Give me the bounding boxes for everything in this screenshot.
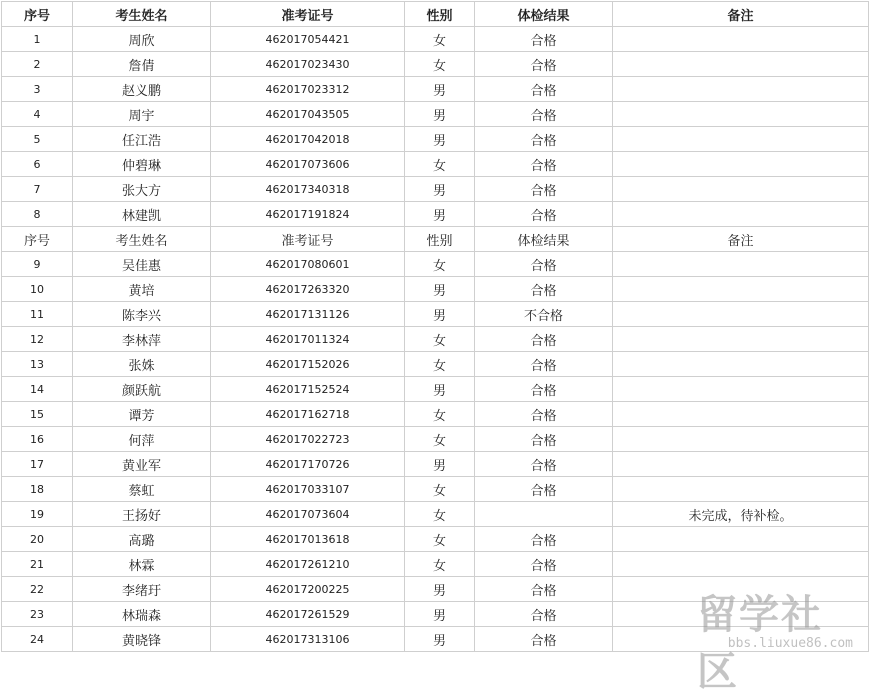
subheader-name: 考生姓名	[73, 227, 211, 252]
cell-note	[613, 152, 869, 177]
cell-name: 周欣	[73, 27, 211, 52]
table-body-first	[2, 27, 869, 227]
table-row	[2, 177, 869, 202]
table-row	[2, 577, 869, 602]
cell-sex: 女	[405, 327, 475, 352]
cell-exam-id: 462017263320	[211, 277, 405, 302]
cell-result	[475, 502, 613, 527]
subheader-no: 序号	[2, 227, 73, 252]
cell-no: 15	[2, 402, 73, 427]
cell-name: 陈李兴	[73, 302, 211, 327]
cell-no: 22	[2, 577, 73, 602]
cell-no: 19	[2, 502, 73, 527]
cell-name: 高璐	[73, 527, 211, 552]
cell-result: 合格	[475, 27, 613, 52]
table-row	[2, 102, 869, 127]
table-row	[2, 152, 869, 177]
subheader-note: 备注	[613, 227, 869, 252]
cell-note	[613, 552, 869, 577]
cell-exam-id: 462017200225	[211, 577, 405, 602]
col-header-name: 考生姓名	[73, 2, 211, 27]
cell-sex: 女	[405, 527, 475, 552]
cell-no: 17	[2, 452, 73, 477]
cell-note	[613, 52, 869, 77]
cell-exam-id: 462017043505	[211, 102, 405, 127]
cell-note	[613, 127, 869, 152]
watermark-logo-text: 留学社区	[697, 592, 823, 695]
cell-no: 21	[2, 552, 73, 577]
cell-sex: 男	[405, 302, 475, 327]
cell-exam-id: 462017042018	[211, 127, 405, 152]
table-row	[2, 477, 869, 502]
cell-result: 合格	[475, 102, 613, 127]
cell-name: 仲碧琳	[73, 152, 211, 177]
cell-exam-id: 462017191824	[211, 202, 405, 227]
table-row	[2, 502, 869, 527]
cell-sex: 女	[405, 552, 475, 577]
cell-no: 16	[2, 427, 73, 452]
cell-sex: 女	[405, 402, 475, 427]
table-row	[2, 527, 869, 552]
cell-exam-id: 462017340318	[211, 177, 405, 202]
cell-name: 张姝	[73, 352, 211, 377]
cell-result: 合格	[475, 177, 613, 202]
cell-result: 合格	[475, 452, 613, 477]
cell-note	[613, 402, 869, 427]
results-table	[1, 1, 869, 652]
cell-no: 11	[2, 302, 73, 327]
cell-exam-id: 462017261529	[211, 602, 405, 627]
cell-note	[613, 477, 869, 502]
cell-name: 詹倩	[73, 52, 211, 77]
table-row	[2, 552, 869, 577]
cell-no: 1	[2, 27, 73, 52]
cell-sex: 男	[405, 277, 475, 302]
col-header-no: 序号	[2, 2, 73, 27]
table-row	[2, 627, 869, 652]
subheader-result: 体检结果	[475, 227, 613, 252]
cell-no: 6	[2, 152, 73, 177]
cell-note	[613, 327, 869, 352]
cell-result: 合格	[475, 552, 613, 577]
cell-result: 合格	[475, 327, 613, 352]
cell-exam-id: 462017152026	[211, 352, 405, 377]
cell-exam-id: 462017023430	[211, 52, 405, 77]
cell-note	[613, 27, 869, 52]
cell-name: 吴佳惠	[73, 252, 211, 277]
subheader-sex: 性别	[405, 227, 475, 252]
cell-name: 颜跃航	[73, 377, 211, 402]
cell-result: 合格	[475, 152, 613, 177]
cell-sex: 女	[405, 152, 475, 177]
cell-name: 黄培	[73, 277, 211, 302]
col-header-sex: 性别	[405, 2, 475, 27]
table-row	[2, 252, 869, 277]
cell-name: 何萍	[73, 427, 211, 452]
cell-name: 林霖	[73, 552, 211, 577]
cell-note	[613, 177, 869, 202]
table-row	[2, 602, 869, 627]
cell-sex: 男	[405, 602, 475, 627]
cell-no: 20	[2, 527, 73, 552]
table-row	[2, 327, 869, 352]
table-row	[2, 202, 869, 227]
cell-exam-id: 462017023312	[211, 77, 405, 102]
cell-name: 李绪玗	[73, 577, 211, 602]
cell-note	[613, 602, 869, 627]
cell-name: 任江浩	[73, 127, 211, 152]
cell-note	[613, 302, 869, 327]
cell-name: 周宇	[73, 102, 211, 127]
cell-note	[613, 102, 869, 127]
cell-sex: 女	[405, 27, 475, 52]
cell-no: 7	[2, 177, 73, 202]
cell-exam-id: 462017011324	[211, 327, 405, 352]
cell-note	[613, 427, 869, 452]
cell-sex: 女	[405, 52, 475, 77]
cell-exam-id: 462017033107	[211, 477, 405, 502]
cell-exam-id: 462017313106	[211, 627, 405, 652]
cell-no: 9	[2, 252, 73, 277]
cell-sex: 男	[405, 377, 475, 402]
table-body-second	[2, 252, 869, 652]
cell-name: 蔡虹	[73, 477, 211, 502]
cell-exam-id: 462017170726	[211, 452, 405, 477]
cell-exam-id: 462017022723	[211, 427, 405, 452]
cell-note	[613, 77, 869, 102]
table-row	[2, 352, 869, 377]
cell-sex: 男	[405, 202, 475, 227]
cell-note	[613, 527, 869, 552]
cell-note: 未完成，待补检。	[613, 502, 869, 527]
cell-result: 合格	[475, 402, 613, 427]
cell-result: 合格	[475, 627, 613, 652]
cell-note	[613, 627, 869, 652]
cell-no: 13	[2, 352, 73, 377]
col-header-note: 备注	[613, 2, 869, 27]
cell-exam-id: 462017261210	[211, 552, 405, 577]
cell-result: 合格	[475, 427, 613, 452]
cell-result: 合格	[475, 127, 613, 152]
cell-name: 林建凯	[73, 202, 211, 227]
cell-name: 张大方	[73, 177, 211, 202]
cell-result: 合格	[475, 477, 613, 502]
table-row	[2, 77, 869, 102]
table-row	[2, 377, 869, 402]
cell-result: 合格	[475, 202, 613, 227]
table-subheader	[2, 227, 869, 252]
cell-note	[613, 352, 869, 377]
cell-exam-id: 462017152524	[211, 377, 405, 402]
cell-sex: 女	[405, 502, 475, 527]
table-row	[2, 452, 869, 477]
cell-result: 合格	[475, 602, 613, 627]
cell-result: 合格	[475, 527, 613, 552]
cell-note	[613, 202, 869, 227]
cell-result: 合格	[475, 277, 613, 302]
cell-no: 10	[2, 277, 73, 302]
table-row	[2, 127, 869, 152]
cell-result: 不合格	[475, 302, 613, 327]
cell-name: 谭芳	[73, 402, 211, 427]
cell-name: 黄晓锋	[73, 627, 211, 652]
subheader-row	[2, 227, 869, 252]
cell-no: 2	[2, 52, 73, 77]
cell-result: 合格	[475, 377, 613, 402]
cell-no: 4	[2, 102, 73, 127]
cell-sex: 男	[405, 77, 475, 102]
cell-sex: 男	[405, 102, 475, 127]
cell-exam-id: 462017013618	[211, 527, 405, 552]
cell-no: 5	[2, 127, 73, 152]
cell-result: 合格	[475, 577, 613, 602]
cell-result: 合格	[475, 77, 613, 102]
cell-exam-id: 462017073604	[211, 502, 405, 527]
cell-no: 14	[2, 377, 73, 402]
table-row	[2, 27, 869, 52]
table-row	[2, 427, 869, 452]
cell-exam-id: 462017054421	[211, 27, 405, 52]
cell-result: 合格	[475, 252, 613, 277]
subheader-id: 准考证号	[211, 227, 405, 252]
cell-no: 24	[2, 627, 73, 652]
cell-note	[613, 452, 869, 477]
col-header-id: 准考证号	[211, 2, 405, 27]
cell-sex: 女	[405, 352, 475, 377]
cell-sex: 男	[405, 627, 475, 652]
cell-name: 黄业军	[73, 452, 211, 477]
cell-exam-id: 462017131126	[211, 302, 405, 327]
cell-no: 3	[2, 77, 73, 102]
cell-note	[613, 577, 869, 602]
cell-name: 林瑞森	[73, 602, 211, 627]
header-row	[2, 2, 869, 27]
cell-no: 18	[2, 477, 73, 502]
cell-sex: 男	[405, 177, 475, 202]
cell-name: 李林萍	[73, 327, 211, 352]
cell-sex: 女	[405, 427, 475, 452]
cell-result: 合格	[475, 352, 613, 377]
cell-no: 12	[2, 327, 73, 352]
cell-name: 王扬好	[73, 502, 211, 527]
cell-sex: 男	[405, 127, 475, 152]
table-row	[2, 277, 869, 302]
table-row	[2, 302, 869, 327]
cell-note	[613, 277, 869, 302]
cell-sex: 女	[405, 252, 475, 277]
cell-no: 23	[2, 602, 73, 627]
cell-no: 8	[2, 202, 73, 227]
cell-exam-id: 462017162718	[211, 402, 405, 427]
table-row	[2, 402, 869, 427]
cell-name: 赵义鹏	[73, 77, 211, 102]
cell-exam-id: 462017080601	[211, 252, 405, 277]
cell-sex: 女	[405, 477, 475, 502]
col-header-result: 体检结果	[475, 2, 613, 27]
cell-note	[613, 377, 869, 402]
watermark-url: bbs.liuxue86.com	[727, 636, 853, 651]
table-row	[2, 52, 869, 77]
cell-exam-id: 462017073606	[211, 152, 405, 177]
cell-sex: 男	[405, 452, 475, 477]
cell-sex: 男	[405, 577, 475, 602]
cell-result: 合格	[475, 52, 613, 77]
cell-note	[613, 252, 869, 277]
